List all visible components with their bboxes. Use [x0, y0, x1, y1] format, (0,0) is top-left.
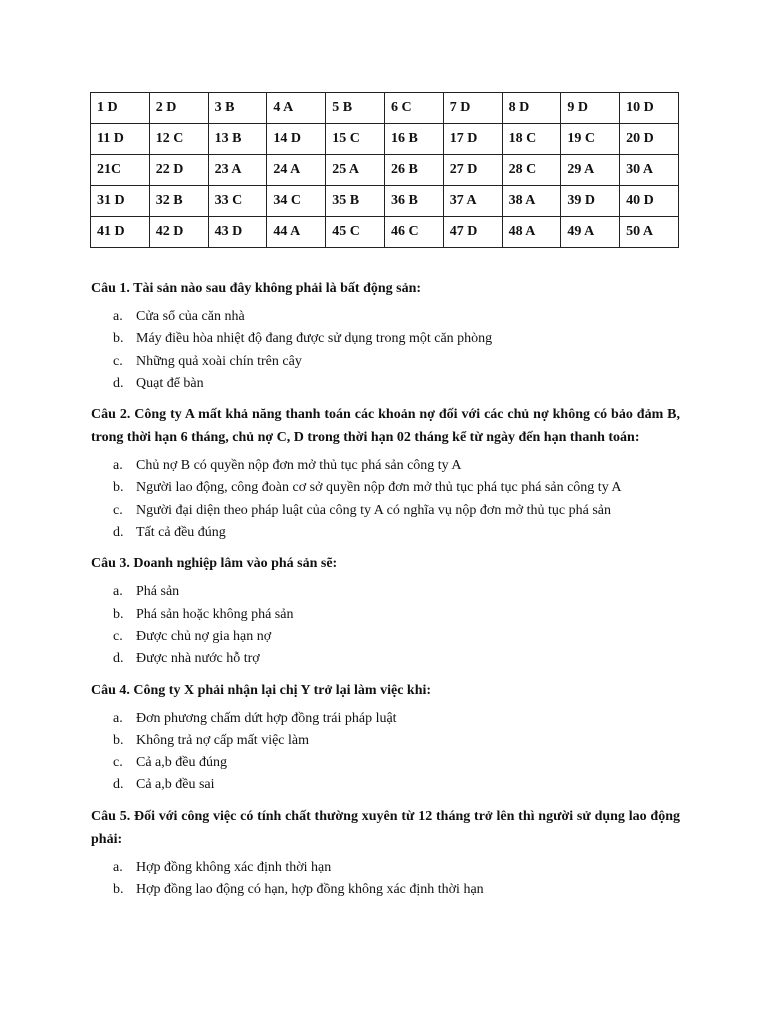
answer-cell: 8 D: [502, 93, 561, 124]
answer-cell: 34 C: [267, 186, 326, 217]
question-title: Câu 1. Tài sản nào sau đây không phải là bất động sản:: [91, 281, 422, 296]
answer-option: [91, 477, 680, 499]
answer-row: [91, 155, 679, 186]
answer-cell: 16 B: [384, 124, 443, 155]
answer-option: [91, 306, 680, 328]
answer-cell: 30 A: [620, 155, 679, 186]
option-label: b.: [113, 480, 124, 496]
answer-cell: 31 D: [91, 186, 150, 217]
answer-cell: 19 C: [561, 124, 620, 155]
answer-cell: 20 D: [620, 124, 679, 155]
answer-option: [91, 648, 680, 670]
answer-option: [91, 774, 680, 796]
option-label: c.: [113, 353, 123, 369]
answer-option: [91, 730, 680, 752]
option-text: Phá sản: [136, 584, 180, 600]
option-label: b.: [113, 606, 124, 622]
answer-option: [91, 522, 680, 544]
answer-row: [91, 93, 679, 124]
answer-cell: 48 A: [502, 217, 561, 248]
option-label: b.: [113, 331, 124, 347]
option-text: Cả a,b đều đúng: [136, 755, 227, 771]
question-block: [91, 277, 680, 395]
question-title: Câu 5. Đối với công việc có tính chất thường xuyên từ 12 tháng trở lên thì người sử dụng lao động phải:: [91, 808, 680, 847]
answer-cell: 4 A: [267, 93, 326, 124]
option-text: Hợp đồng không xác định thời hạn: [136, 859, 332, 875]
answer-option: [91, 328, 680, 350]
option-label: a.: [113, 309, 123, 324]
answer-option: [91, 604, 680, 626]
option-label: b.: [113, 732, 124, 748]
question-title: Câu 2. Công ty A mất khả năng thanh toán các khoản nợ đối với các chủ nợ không có bảo đảm B, trong thời hạn 6 tháng, chủ nợ C, D trong thời hạn 02 tháng kể từ ngày đến hạn thanh toán:: [91, 407, 680, 446]
answer-row: [91, 124, 679, 155]
answer-row: [91, 186, 679, 217]
answer-cell: 50 A: [620, 217, 679, 248]
answer-cell: 35 B: [326, 186, 385, 217]
answer-cell: 46 C: [384, 217, 443, 248]
option-text: Những quả xoài chín trên cây: [136, 353, 302, 369]
answer-cell: 6 C: [384, 93, 443, 124]
answer-cell: 2 D: [149, 93, 208, 124]
answer-cell: 26 B: [384, 155, 443, 186]
answer-cell: 42 D: [149, 217, 208, 248]
answer-cell: 22 D: [149, 155, 208, 186]
answer-cell: 36 B: [384, 186, 443, 217]
question-block: [91, 552, 680, 670]
answer-option: [91, 455, 680, 477]
question-title: Câu 3. Doanh nghiệp lâm vào phá sản sẽ:: [91, 556, 338, 572]
answer-option: [91, 351, 680, 373]
answer-option: [91, 581, 680, 603]
answer-key-table: [90, 92, 679, 248]
answer-option: [91, 373, 680, 395]
answer-cell: 43 D: [208, 217, 267, 248]
option-text: Quạt để bàn: [136, 375, 204, 391]
answer-cell: 15 C: [326, 124, 385, 155]
option-text: Được chủ nợ gia hạn nợ: [136, 628, 272, 644]
answer-cell: 12 C: [149, 124, 208, 155]
option-label: d.: [113, 525, 124, 541]
answer-cell: 29 A: [561, 155, 620, 186]
option-label: c.: [113, 628, 123, 644]
option-label: c.: [113, 502, 123, 518]
question-block: [91, 403, 680, 544]
answer-cell: 21C: [91, 155, 150, 186]
answer-cell: 49 A: [561, 217, 620, 248]
option-text: Được nhà nước hỗ trợ: [136, 651, 260, 667]
answer-option: [91, 857, 680, 879]
option-text: Máy điều hòa nhiệt độ đang được sử dụng trong một căn phòng: [136, 331, 493, 347]
answer-cell: 37 A: [443, 186, 502, 217]
answer-cell: 5 B: [326, 93, 385, 124]
answer-cell: 44 A: [267, 217, 326, 248]
answer-cell: 47 D: [443, 217, 502, 248]
answer-cell: 10 D: [620, 93, 679, 124]
option-label: a.: [113, 859, 123, 875]
option-label: a.: [113, 458, 123, 474]
answer-cell: 17 D: [443, 124, 502, 155]
answer-cell: 1 D: [91, 93, 150, 124]
question-block: [91, 679, 680, 797]
answer-cell: 39 D: [561, 186, 620, 217]
option-text: Phá sản hoặc không phá sản: [136, 606, 294, 622]
answer-cell: 18 C: [502, 124, 561, 155]
question-title: Câu 4. Công ty X phải nhận lại chị Y trở lại làm việc khi:: [91, 682, 432, 698]
option-label: d.: [113, 651, 124, 667]
answer-row: [91, 217, 679, 248]
answer-cell: 27 D: [443, 155, 502, 186]
answer-cell: 13 B: [208, 124, 267, 155]
answer-option: [91, 879, 680, 901]
option-text: Cả a,b đều sai: [136, 777, 215, 793]
question-list: [91, 277, 680, 909]
question-block: [91, 805, 680, 902]
answer-cell: 23 A: [208, 155, 267, 186]
option-text: Cửa sổ của căn nhà: [136, 309, 245, 324]
answer-cell: 28 C: [502, 155, 561, 186]
answer-cell: 7 D: [443, 93, 502, 124]
answer-option: [91, 708, 680, 730]
option-label: c.: [113, 755, 123, 771]
answer-option: [91, 500, 680, 522]
answer-cell: 33 C: [208, 186, 267, 217]
option-text: Người lao động, công đoàn cơ sở quyền nộp đơn mở thủ tục phá tục phá sản công ty A: [136, 480, 622, 496]
answer-cell: 32 B: [149, 186, 208, 217]
answer-cell: 3 B: [208, 93, 267, 124]
option-label: d.: [113, 777, 124, 793]
answer-option: [91, 626, 680, 648]
answer-cell: 9 D: [561, 93, 620, 124]
answer-cell: 38 A: [502, 186, 561, 217]
answer-cell: 11 D: [91, 124, 150, 155]
answer-cell: 25 A: [326, 155, 385, 186]
option-text: Chủ nợ B có quyền nộp đơn mở thủ tục phá sản công ty A: [136, 458, 462, 474]
option-label: a.: [113, 710, 123, 726]
option-label: b.: [113, 882, 124, 898]
option-text: Không trả nợ cấp mất việc làm: [136, 732, 310, 748]
option-text: Người đại diện theo pháp luật của công ty A có nghĩa vụ nộp đơn mở thủ tục phá sản: [136, 502, 611, 518]
answer-cell: 24 A: [267, 155, 326, 186]
answer-cell: 45 C: [326, 217, 385, 248]
option-text: Tất cả đều đúng: [136, 525, 226, 541]
answer-option: [91, 752, 680, 774]
option-label: d.: [113, 375, 124, 391]
answer-cell: 14 D: [267, 124, 326, 155]
answer-cell: 40 D: [620, 186, 679, 217]
option-label: a.: [113, 584, 123, 600]
answer-cell: 41 D: [91, 217, 150, 248]
option-text: Đơn phương chấm dứt hợp đồng trái pháp luật: [136, 710, 397, 726]
option-text: Hợp đồng lao động có hạn, hợp đồng không xác định thời hạn: [136, 882, 484, 898]
